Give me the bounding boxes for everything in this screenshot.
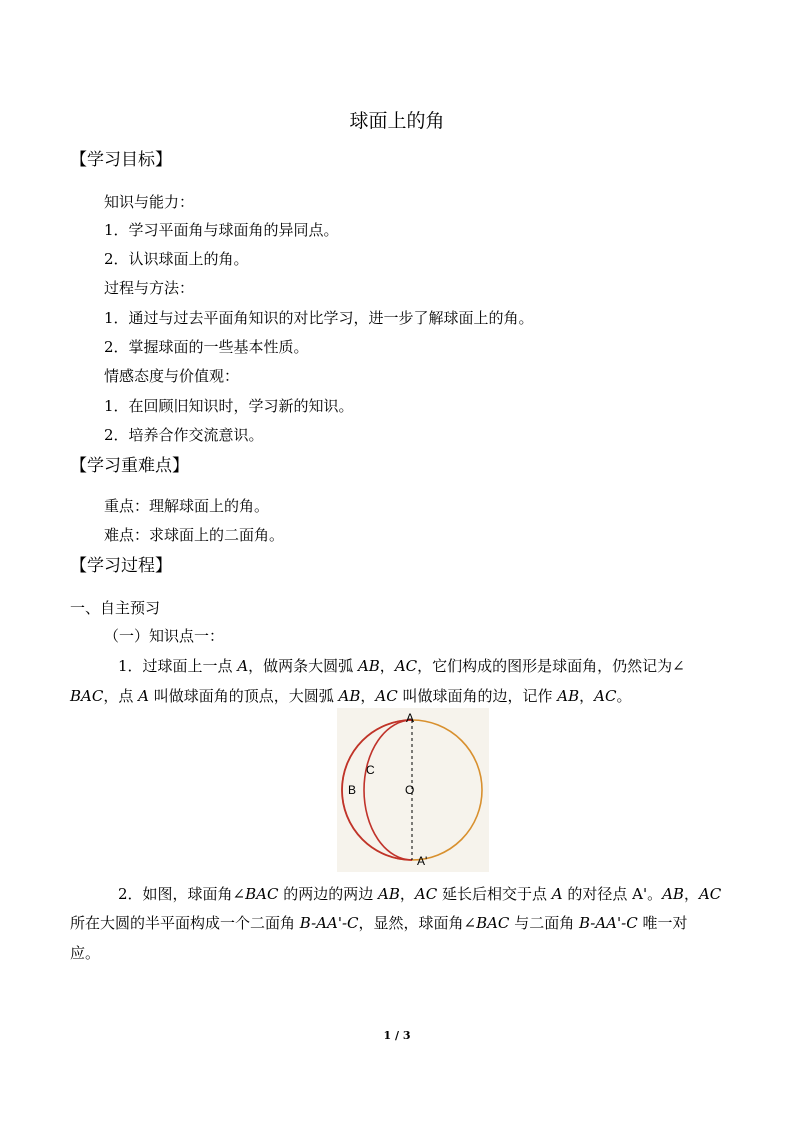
label-C: C — [366, 763, 375, 777]
section-heading-goals: 【学习目标】 — [70, 150, 172, 170]
keypoint-difficult: 难点：求球面上的二面角。 — [104, 526, 285, 544]
keypoint-key: 重点：理解球面上的角。 — [104, 497, 270, 515]
paragraph-2-line-3: 应。 — [70, 944, 101, 962]
paragraph-2-line-1: 2．如图，球面角∠BAC 的两边的两边 AB，AC 延长后相交于点 A 的对径点 A'。AB，AC — [118, 885, 722, 903]
goal-knowledge-label: 知识与能力： — [104, 193, 195, 211]
goal-method-label: 过程与方法： — [104, 279, 195, 297]
section-heading-process: 【学习过程】 — [70, 556, 172, 576]
label-A-prime: A' — [417, 854, 428, 868]
sphere-angle-figure — [337, 708, 489, 872]
process-sub1-heading: （一）知识点一： — [104, 627, 225, 645]
page-title: 球面上的角 — [349, 110, 445, 132]
goal-attitude-1: 1．在回顾旧知识时，学习新的知识。 — [104, 397, 354, 415]
paragraph-2-line-2: 所在大圆的半平面构成一个二面角 B-AA'-C，显然，球面角∠BAC 与二面角 B-AA'-C 唯一对 — [70, 914, 688, 932]
label-A: A — [406, 711, 415, 725]
label-O: O — [405, 783, 415, 797]
paragraph-1-line-2: BAC，点 A 叫做球面角的顶点，大圆弧 AB，AC 叫做球面角的边，记作 AB，AC。 — [70, 687, 632, 705]
goal-knowledge-1: 1．学习平面角与球面角的异同点。 — [104, 221, 339, 239]
paragraph-1-line-1: 1．过球面上一点 A，做两条大圆弧 AB，AC，它们构成的图形是球面角，仍然记为∠ — [118, 657, 685, 675]
goal-method-2: 2．掌握球面的一些基本性质。 — [104, 338, 309, 356]
page-number: 1 / 3 — [383, 1029, 411, 1042]
goal-attitude-label: 情感态度与价值观： — [104, 367, 240, 385]
goal-attitude-2: 2．培养合作交流意识。 — [104, 426, 264, 444]
sphere-angle-diagram — [337, 708, 489, 872]
section-heading-keypoints: 【学习重难点】 — [70, 456, 189, 476]
process-part1-heading: 一、自主预习 — [70, 599, 161, 617]
goal-method-1: 1．通过与过去平面角知识的对比学习，进一步了解球面上的角。 — [104, 309, 534, 327]
goal-knowledge-2: 2．认识球面上的角。 — [104, 250, 249, 268]
label-B: B — [348, 783, 357, 797]
